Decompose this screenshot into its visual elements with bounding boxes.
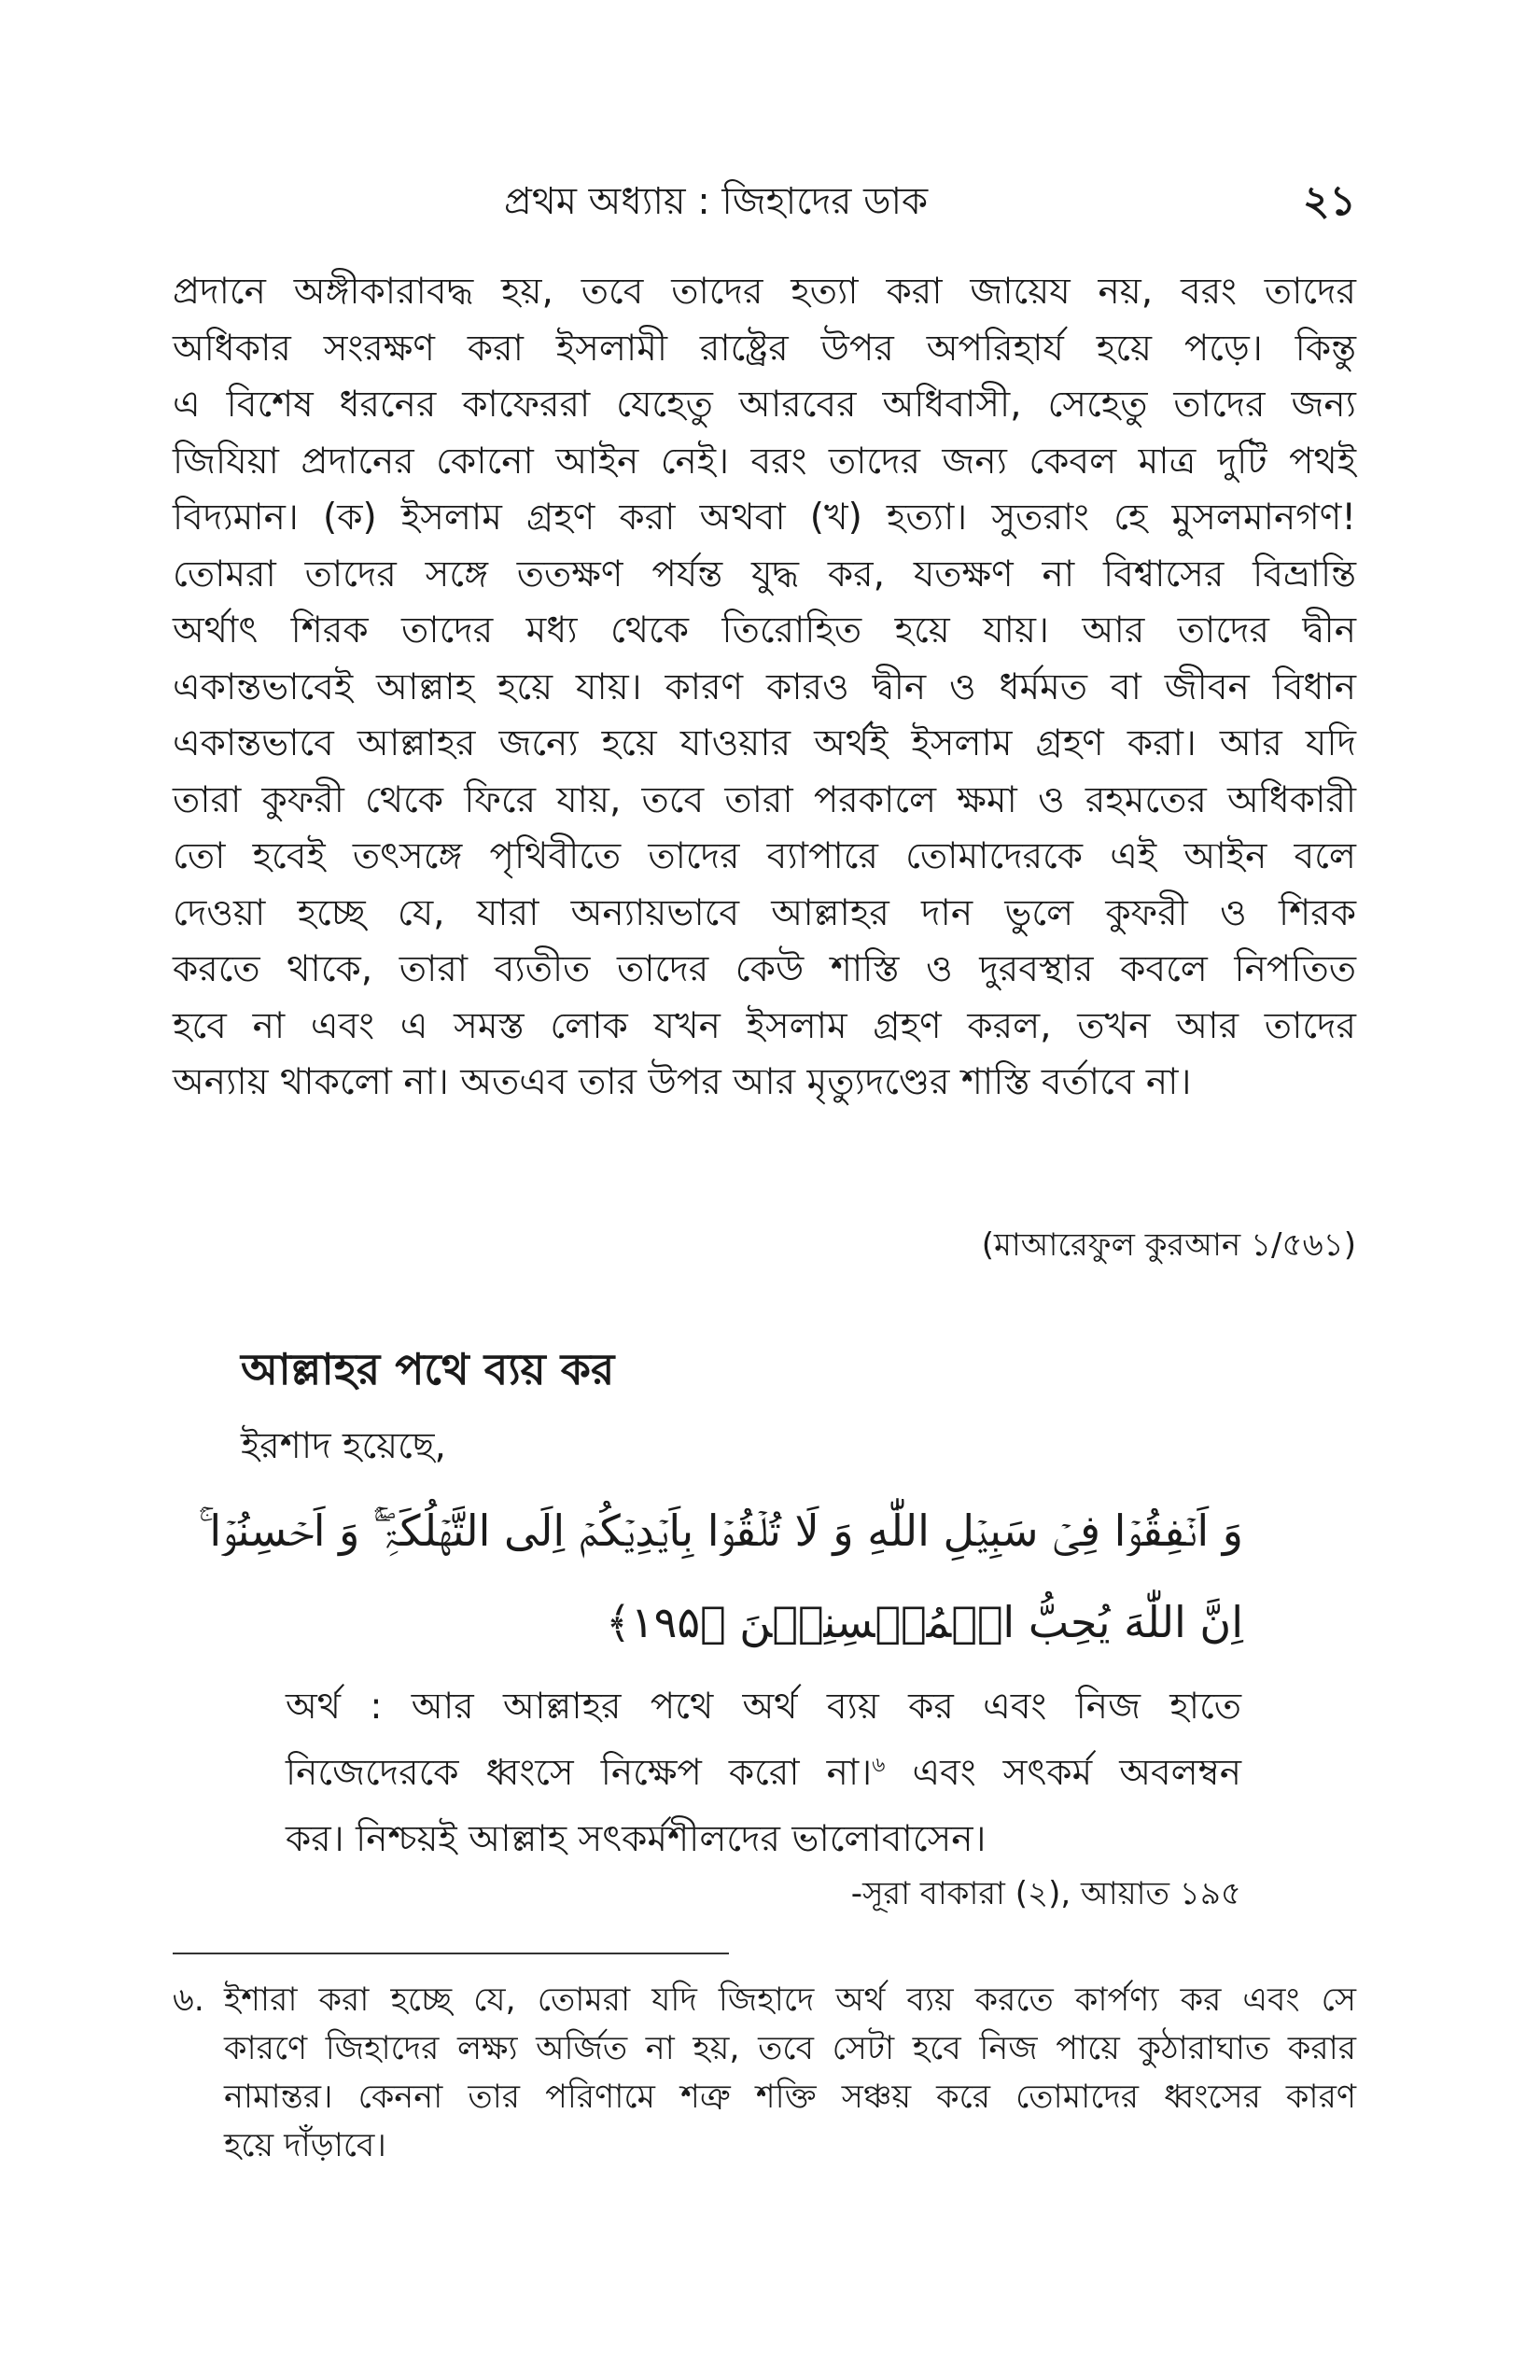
citation: (মাআরেফুল কুরআন ১/৫৬১) xyxy=(981,1226,1356,1264)
translation-line: কর। নিশ্চয়ই আল্লাহ সৎকর্মশীলদের ভালোবাসেন। xyxy=(286,1818,987,1860)
body-line: অধিকার সংরক্ষণ করা ইসলামী রাষ্ট্রের উপর অপরিহার্য হয়ে পড়ে। কিন্তু xyxy=(173,327,1356,370)
footnote-marker: ৬ xyxy=(872,1754,886,1777)
body-line: একান্তভাবেই আল্লাহ হয়ে যায়। কারণ কারও দ্বীন ও ধর্মমত বা জীবন বিধান xyxy=(173,665,1356,708)
body-line: বিদ্যমান। (ক) ইসলাম গ্রহণ করা অথবা (খ) হত্যা। সুতরাং হে মুসলমানগণ! xyxy=(173,497,1356,539)
body-line: দেওয়া হচ্ছে যে, যারা অন্যায়ভাবে আল্লাহর দান ভুলে কুফরী ও শিরক xyxy=(173,891,1356,934)
footnote-line: ইশারা করা হচ্ছে যে, তোমরা যদি জিহাদে অর্থ ব্যয় করতে কার্পণ্য কর এবং সে xyxy=(224,1981,1356,2019)
arabic-verse-line: وَ اَنۡفِقُوۡا فِیۡ سَبِیۡلِ اللّٰهِ وَ لَا تُلۡقُوۡا بِاَیۡدِیۡکُمۡ اِلَی التَّهۡلُکَۃِ ۚۖۛ وَ اَحۡسِنُوۡا ۚۛ xyxy=(198,1505,1243,1556)
footnote-number: ৬. xyxy=(173,1981,204,2019)
body-line: তোমরা তাদের সঙ্গে ততক্ষণ পর্যন্ত যুদ্ধ কর, যতক্ষণ না বিশ্বাসের বিভ্রান্তি xyxy=(173,553,1356,595)
body-paragraph xyxy=(173,264,1356,1112)
translation-line xyxy=(286,1740,1241,1806)
footnote-line: হয়ে দাঁড়াবে। xyxy=(224,2127,386,2164)
body-line: প্রদানে অঙ্গীকারাবদ্ধ হয়, তবে তাদের হত্যা করা জায়েয নয়, বরং তাদের xyxy=(173,271,1356,313)
body-line: অন্যায় থাকলো না। অতএব তার উপর আর মৃত্যুদণ্ডের শাস্তি বর্তাবে না। xyxy=(173,1061,1192,1103)
translation-text: নিজেদেরকে ধ্বংসে নিক্ষেপ করো না। xyxy=(286,1752,873,1794)
footnote-text xyxy=(224,1976,1356,2170)
body-line: তারা কুফরী থেকে ফিরে যায়, তবে তারা পরকালে ক্ষমা ও রহমতের অধিকারী xyxy=(173,778,1356,821)
body-line: অর্থাৎ শিরক তাদের মধ্য থেকে তিরোহিত হয়ে যায়। আর তাদের দ্বীন xyxy=(173,609,1356,651)
translation-line: অর্থ : আর আল্লাহর পথে অর্থ ব্যয় কর এবং নিজ হাতে xyxy=(286,1686,1241,1728)
body-line: করতে থাকে, তারা ব্যতীত তাদের কেউ শাস্তি ও দুরবস্থার কবলে নিপতিত xyxy=(173,948,1356,990)
body-line: এ বিশেষ ধরনের কাফেররা যেহেতু আরবের অধিবাসী, সেহেতু তাদের জন্য xyxy=(173,384,1356,426)
body-line: হবে না এবং এ সমস্ত লোক যখন ইসলাম গ্রহণ করল, তখন আর তাদের xyxy=(173,1004,1356,1047)
footnote-line: নামান্তর। কেননা তার পরিণামে শত্রু শক্তি সঞ্চয় করে তোমাদের ধ্বংসের কারণ xyxy=(224,2079,1356,2116)
page-number: ২১ xyxy=(1302,177,1356,225)
footnote-divider xyxy=(173,1953,729,1954)
translation-text: এবং সৎকর্ম অবলম্বন xyxy=(885,1752,1241,1794)
body-line: একান্তভাবে আল্লাহর জন্যে হয়ে যাওয়ার অর্থই ইসলাম গ্রহণ করা। আর যদি xyxy=(173,722,1356,764)
body-line: তো হবেই তৎসঙ্গে পৃথিবীতে তাদের ব্যাপারে তোমাদেরকে এই আইন বলে xyxy=(173,835,1356,877)
ayah-reference: -সূরা বাকারা (২), আয়াত ১৯৫ xyxy=(850,1875,1241,1912)
section-intro: ইরশাদ হয়েছে, xyxy=(241,1425,446,1467)
body-line: জিযিয়া প্রদানের কোনো আইন নেই। বরং তাদের জন্য কেবল মাত্র দুটি পথই xyxy=(173,440,1356,483)
running-title: প্রথম অধ্যায় : জিহাদের ডাক xyxy=(504,180,929,223)
running-header xyxy=(0,174,1540,230)
footnote-line: কারণে জিহাদের লক্ষ্য অর্জিত না হয়, তবে সেটা হবে নিজ পায়ে কুঠারাঘাত করার xyxy=(224,2030,1356,2067)
arabic-verse-line: اِنَّ اللّٰهَ یُحِبُّ الۡمُحۡسِنِیۡنَ ﴿۱۹۵﴾ xyxy=(605,1597,1243,1647)
section-heading: আল্লাহর পথে ব্যয় কর xyxy=(241,1344,615,1394)
verse-translation xyxy=(286,1673,1241,1872)
